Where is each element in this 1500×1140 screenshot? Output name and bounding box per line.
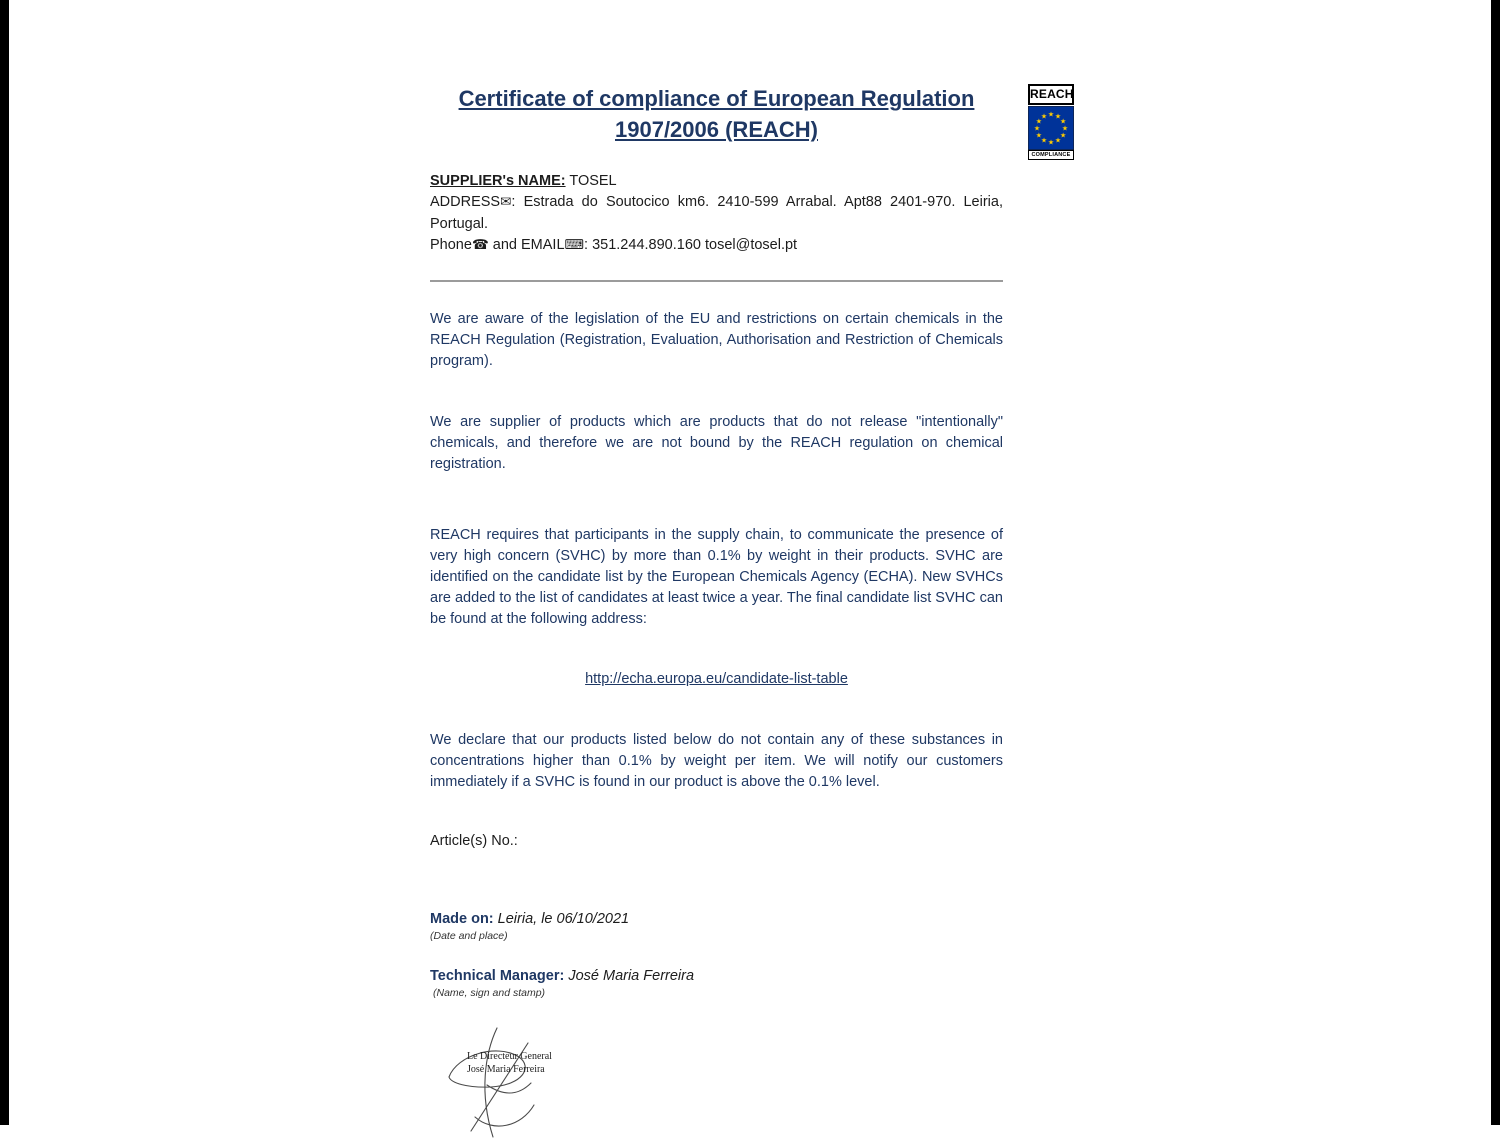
technical-manager-label: Technical Manager: — [430, 967, 569, 984]
svg-text:★: ★ — [1047, 138, 1055, 147]
title-line-2: 1907/2006 (REACH) — [615, 117, 818, 143]
technical-manager-value: José Maria Ferreira — [568, 967, 695, 984]
address-value: : Estrada do Soutocico km6. 2410-599 Arrabal. Apt88 2401-970. Leiria, Portugal. — [430, 194, 1003, 232]
address-label: ADDRESS — [430, 194, 501, 211]
svg-text:★: ★ — [1054, 112, 1062, 121]
supplier-name-line — [430, 171, 1003, 192]
eu-flag-icon — [1028, 106, 1074, 150]
reach-compliance-logo — [1028, 84, 1074, 160]
and-email-label: and EMAIL — [488, 236, 565, 253]
envelope-icon: ✉ — [500, 194, 512, 210]
candidate-list-link-line — [430, 670, 1003, 688]
signature-block — [435, 1025, 570, 1140]
paragraph-svhc-requirements: REACH requires that participants in the supply chain, to communicate the presence of very high concern (SVHC) by more than 0.1% by weight in their products. SVHC are identified on the candidate list by the European Chemicals Agency (ECHA). New SVHCs are added to the list of candidates at least twice a year. The final candidate list SVHC can be found at the following address: — [430, 526, 1003, 627]
email-icon: ⌨ — [564, 236, 585, 252]
header-divider — [430, 280, 1003, 282]
signature-scribble-icon — [435, 1025, 570, 1140]
svg-text:★: ★ — [1035, 117, 1043, 126]
made-on-value: Leiria, le 06/10/2021 — [497, 910, 630, 927]
svg-text:★: ★ — [1047, 110, 1055, 119]
contact-value: : 351.244.890.160 tosel@tosel.pt — [584, 236, 798, 253]
name-sign-note: (Name, sign and stamp) — [433, 986, 546, 999]
supplier-contact-line — [430, 235, 1003, 256]
article-number-line: Article(s) No.: — [430, 832, 518, 849]
svg-text:★: ★ — [1059, 117, 1067, 126]
paragraph-awareness: We are aware of the legislation of the EU and restrictions on certain chemicals in the REACH Regulation (Registration, Evaluation, Authorisation and Restriction of Chemicals program). — [430, 310, 1003, 369]
date-place-note: (Date and place) — [430, 929, 508, 942]
page-title — [430, 83, 1003, 145]
supplier-name-label: SUPPLIER's NAME: — [430, 173, 566, 190]
title-line-1: Certificate of compliance of European Regulation — [458, 86, 975, 111]
svg-text:★: ★ — [1054, 136, 1062, 145]
signature-stamp-line-2: José Maria Ferreira — [467, 1063, 545, 1075]
paragraph-supplier-statement: We are supplier of products which are products that do not release "intentionally" chemicals, and therefore we are not bound by the REACH regulation on chemical registration. — [430, 413, 1003, 472]
signature-stamp-line-1: Le Directeur General — [467, 1050, 552, 1062]
reach-logo-compliance: COMPLIANCE — [1028, 150, 1074, 160]
reach-logo-word: REACH — [1028, 84, 1074, 105]
svg-text:★: ★ — [1033, 124, 1041, 133]
phone-icon: ☎ — [471, 236, 489, 252]
certificate-document — [430, 83, 1003, 1140]
candidate-list-link[interactable]: http://echa.europa.eu/candidate-list-table — [585, 670, 848, 687]
svg-text:★: ★ — [1040, 136, 1048, 145]
scan-edge-left — [0, 0, 9, 1125]
supplier-block — [430, 171, 1003, 255]
scan-edge-right — [1491, 0, 1500, 1125]
svg-text:★: ★ — [1061, 124, 1069, 133]
made-on-label: Made on: — [430, 910, 498, 927]
svg-text:★: ★ — [1040, 112, 1048, 121]
svg-text:★: ★ — [1035, 131, 1043, 140]
phone-label: Phone — [430, 236, 472, 253]
supplier-name-value: TOSEL — [565, 173, 617, 190]
svg-text:★: ★ — [1059, 131, 1067, 140]
paragraph-declaration: We declare that our products listed below do not contain any of these substances in concentrations higher than 0.1% by weight per item. We will notify our customers immediately if a SVHC is found in our product is above the 0.1% level. — [430, 731, 1003, 790]
made-on-line — [430, 911, 1003, 927]
supplier-address-line — [430, 192, 1003, 234]
technical-manager-line — [430, 968, 1003, 984]
